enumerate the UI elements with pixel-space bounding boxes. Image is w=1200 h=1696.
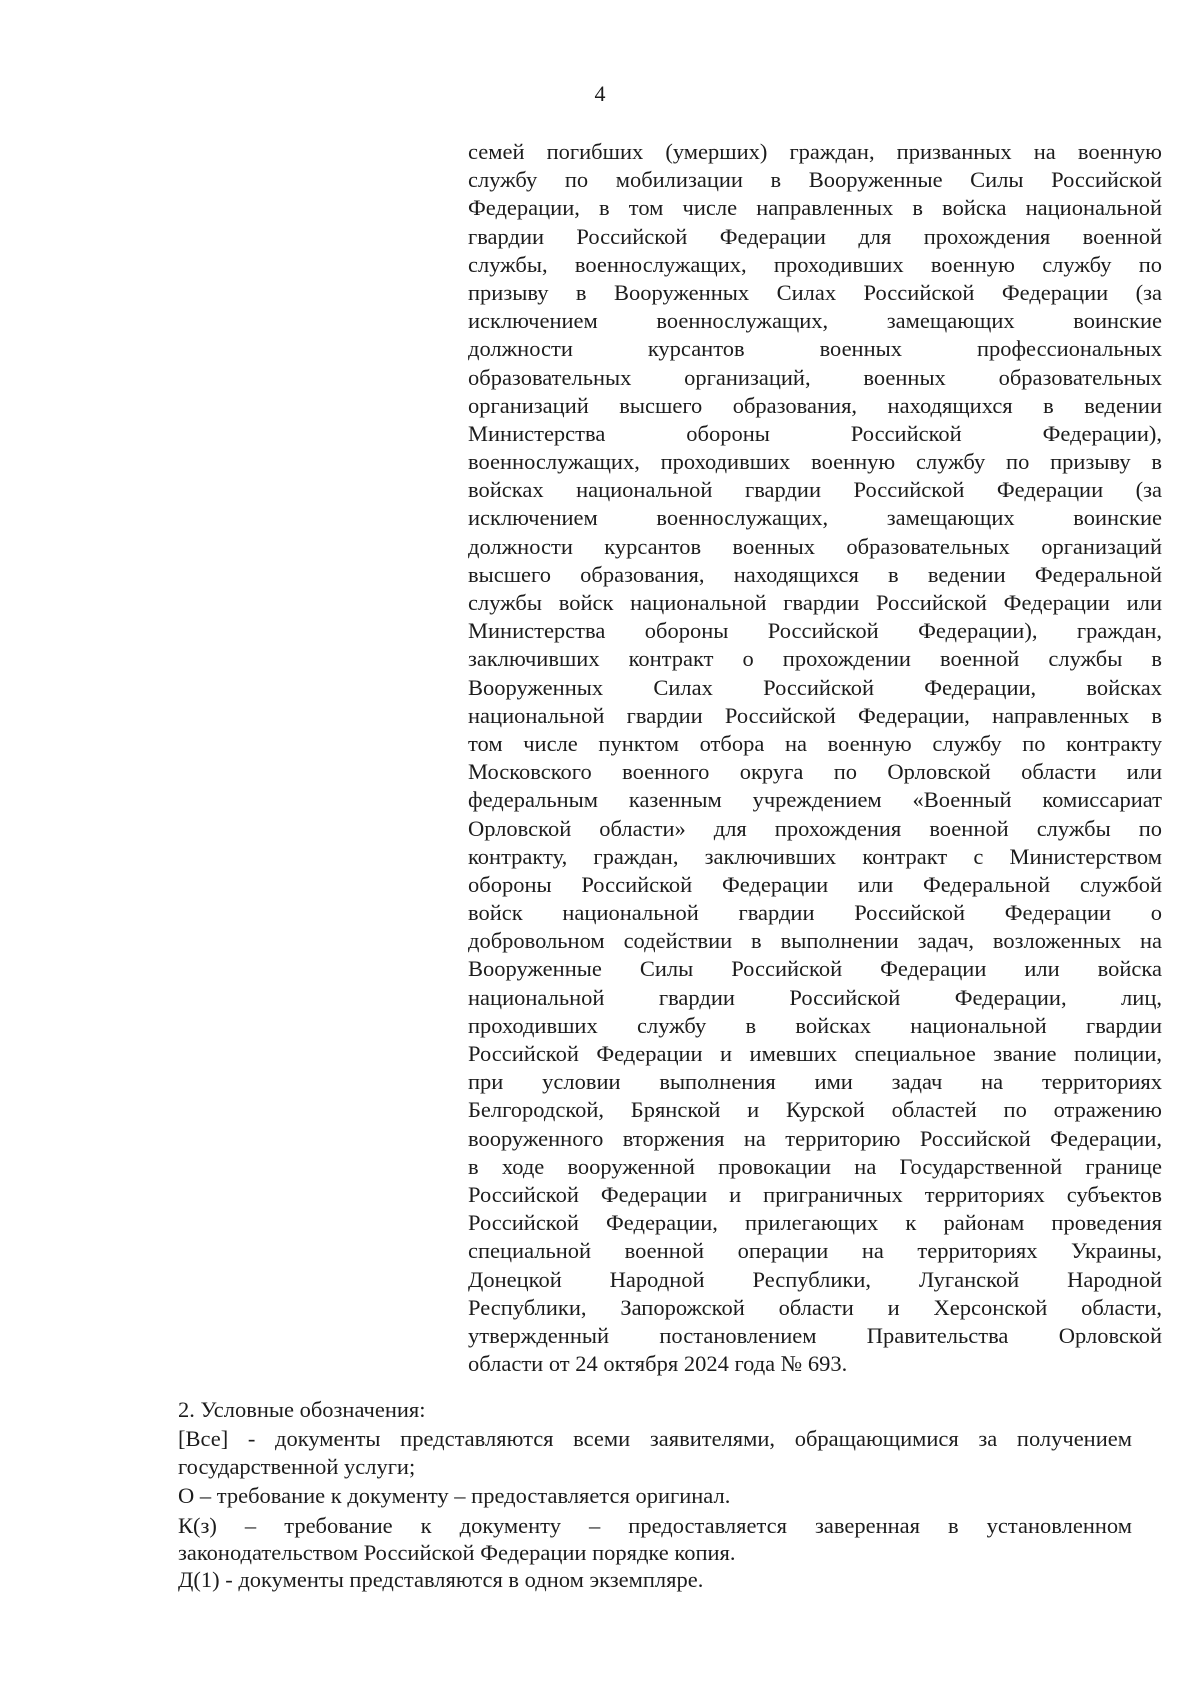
page-number: 4 xyxy=(594,81,606,106)
paragraph-line: специальной военной операции на территориях Украины, xyxy=(468,1238,1162,1264)
paragraph-line: Республики, Запорожской области и Херсонской области, xyxy=(468,1294,1162,1320)
paragraph-line: области от 24 октября 2024 года № 693. xyxy=(468,1351,848,1377)
paragraph-line: войск национальной гвардии Российской Федерации о xyxy=(468,900,1162,926)
paragraph-line: исключением военнослужащих, замещающих воинские xyxy=(468,308,1162,334)
paragraph-line: высшего образования, находящихся в ведении Федеральной xyxy=(468,561,1162,587)
paragraph-line: военнослужащих, проходивших военную службу по призыву в xyxy=(468,449,1162,475)
paragraph-line: Вооруженных Силах Российской Федерации, войсках xyxy=(468,674,1162,700)
note-single-copy: Д(1) - документы представляются в одном экземпляре. xyxy=(178,1567,704,1593)
paragraph-line: должности курсантов военных профессиональных xyxy=(468,336,1162,362)
paragraph-line: национальной гвардии Российской Федерации, направленных в xyxy=(468,702,1162,728)
paragraph-line: том числе пунктом отбора на военную службу по контракту xyxy=(468,730,1162,756)
paragraph-line: службы, военнослужащих, проходивших военную службу по xyxy=(468,251,1162,277)
paragraph-line: образовательных организаций, военных образовательных xyxy=(468,364,1162,390)
paragraph-line: исключением военнослужащих, замещающих воинские xyxy=(468,505,1162,531)
paragraph-line: Министерства обороны Российской Федерации), xyxy=(468,420,1162,446)
paragraph-line: при условии выполнения ими задач на территориях xyxy=(468,1069,1162,1095)
paragraph-line: в ходе вооруженной провокации на Государственной границе xyxy=(468,1153,1162,1179)
paragraph-line: национальной гвардии Российской Федерации, лиц, xyxy=(468,984,1162,1010)
paragraph-line: Российской Федерации, прилегающих к районам проведения xyxy=(468,1210,1162,1236)
paragraph-line: вооруженного вторжения на территорию Российской Федерации, xyxy=(468,1125,1162,1151)
paragraph-line: службу по мобилизации в Вооруженные Силы Российской xyxy=(468,167,1162,193)
paragraph-line: контракту, граждан, заключивших контракт с Министерством xyxy=(468,843,1162,869)
paragraph-line: Министерства обороны Российской Федерации), граждан, xyxy=(468,618,1162,644)
paragraph-line: обороны Российской Федерации или Федеральной службой xyxy=(468,871,1162,897)
paragraph-line: должности курсантов военных образовательных организаций xyxy=(468,533,1162,559)
paragraph-line: Белгородской, Брянской и Курской областей по отражению xyxy=(468,1097,1162,1123)
paragraph-line: гвардии Российской Федерации для прохождения военной xyxy=(468,223,1162,249)
note-original: О – требование к документу – предоставляется оригинал. xyxy=(178,1483,731,1509)
paragraph-line: призыву в Вооруженных Силах Российской Федерации (за xyxy=(468,279,1162,305)
note-certified-copy-line1: К(з) – требование к документу – предоставляется заверенная в установленном xyxy=(178,1512,1132,1538)
paragraph-line: Вооруженные Силы Российской Федерации или войска xyxy=(468,956,1162,982)
paragraph-line: утвержденный постановлением Правительства Орловской xyxy=(468,1322,1162,1348)
paragraph-line: Федерации, в том числе направленных в войска национальной xyxy=(468,195,1162,221)
paragraph-line: Российской Федерации и приграничных территориях субъектов xyxy=(468,1181,1162,1207)
notes-heading: 2. Условные обозначения: xyxy=(178,1397,426,1422)
paragraph-line: организаций высшего образования, находящихся в ведении xyxy=(468,392,1162,418)
paragraph-line: Орловской области» для прохождения военной службы по xyxy=(468,815,1162,841)
paragraph-line: войсках национальной гвардии Российской Федерации (за xyxy=(468,477,1162,503)
paragraph-line: добровольном содействии в выполнении задач, возложенных на xyxy=(468,928,1162,954)
paragraph-line: заключивших контракт о прохождении военной службы в xyxy=(468,646,1162,672)
notes-section xyxy=(178,1396,1132,1594)
note-all-applicants-line1: [Все] - документы представляются всеми заявителями, обращающимися за получением xyxy=(178,1426,1132,1452)
paragraph-line: Московского военного округа по Орловской области или xyxy=(468,759,1162,785)
paragraph-line: Российской Федерации и имевших специальное звание полиции, xyxy=(468,1041,1162,1066)
note-certified-copy-line2: законодательством Российской Федерации порядке копия. xyxy=(178,1539,736,1565)
paragraph-line: службы войск национальной гвардии Российской Федерации или xyxy=(468,590,1162,615)
paragraph-line: семей погибших (умерших) граждан, призванных на военную xyxy=(468,139,1162,164)
paragraph-line: проходивших службу в войсках национальной гвардии xyxy=(468,1012,1162,1038)
paragraph-line: федеральным казенным учреждением «Военный комиссариат xyxy=(468,787,1162,813)
main-paragraph xyxy=(468,138,1162,1378)
paragraph-line: Донецкой Народной Республики, Луганской Народной xyxy=(468,1266,1162,1292)
note-all-applicants-line2: государственной услуги; xyxy=(178,1453,416,1479)
